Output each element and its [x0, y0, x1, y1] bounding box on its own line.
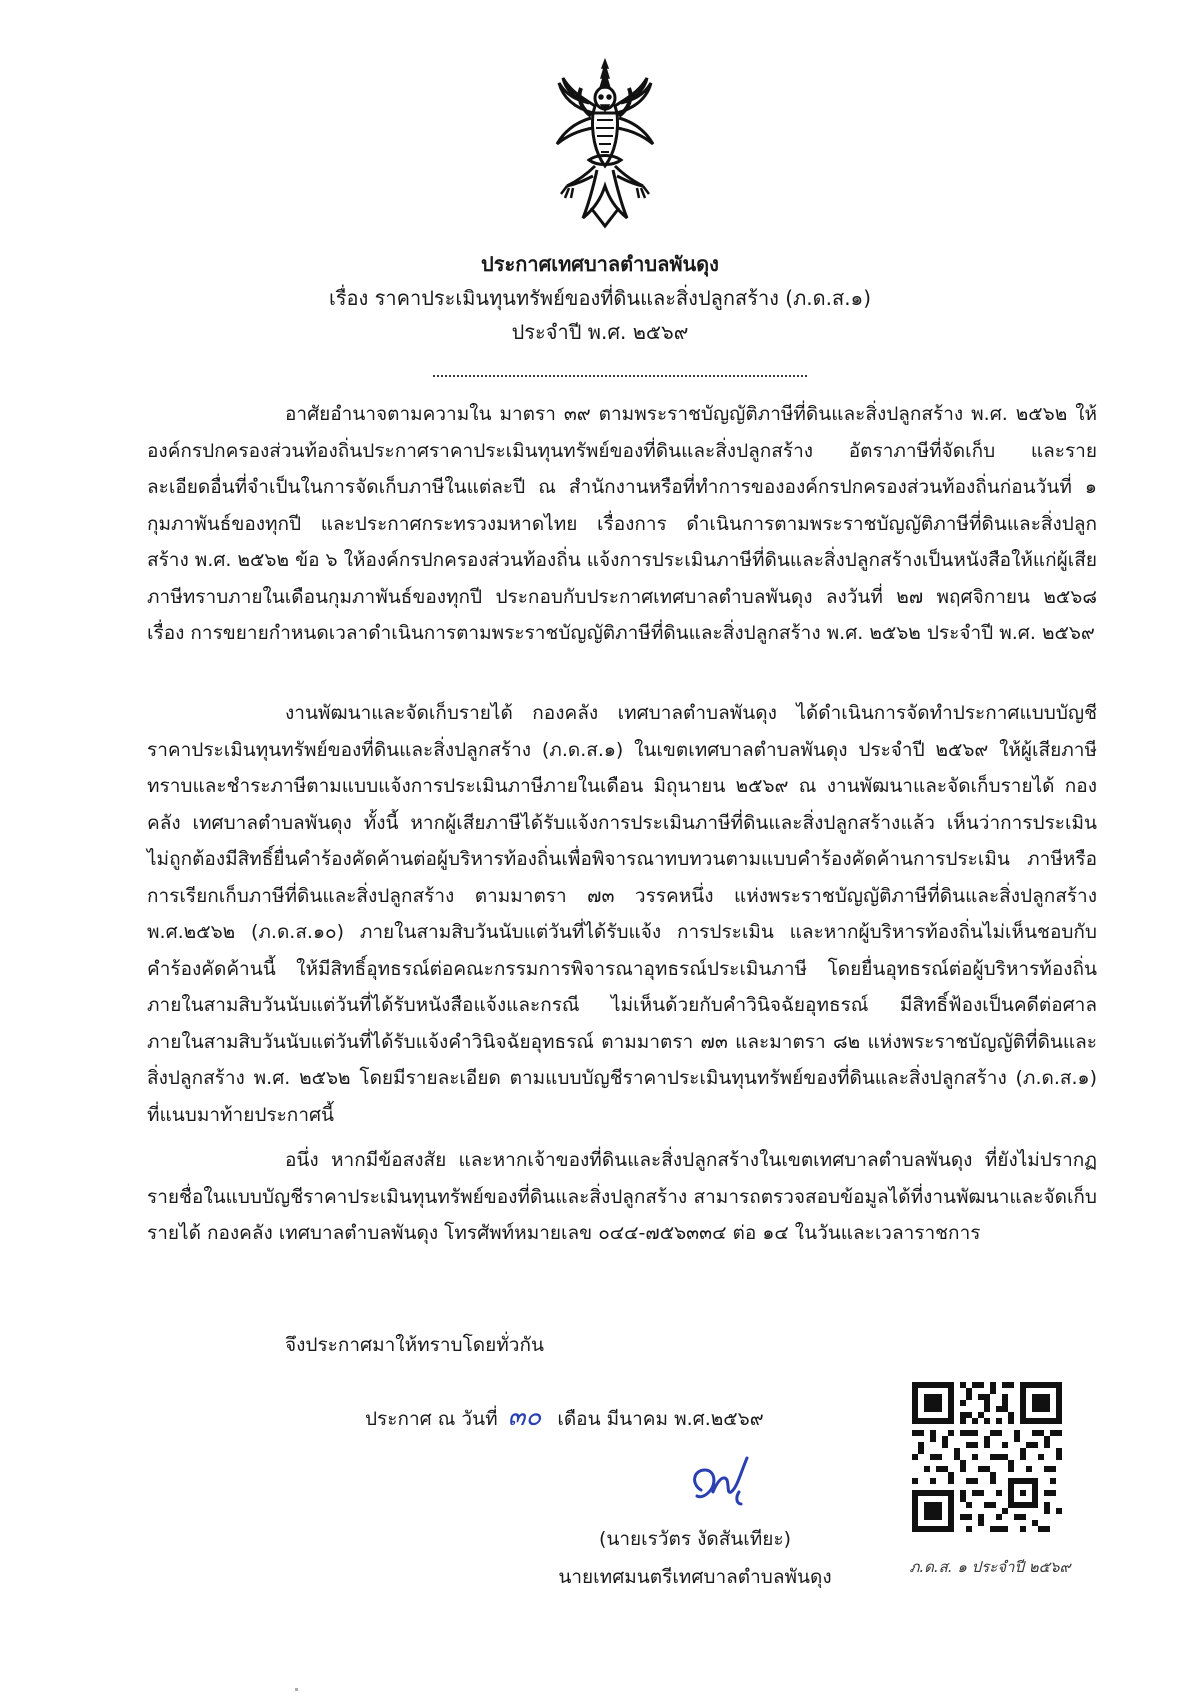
body-paragraph-2: งานพัฒนาและจัดเก็บรายได้ กองคลัง เทศบาลตำบลพันดุง ได้ดำเนินการจัดทำประกาศแบบบัญชีราคาประเมินทุนทรัพย์ของที่ดินและสิ่งปลูกสร้าง (ภ.ด.ส.๑) ในเขตเทศบาลตำบลพันดุง ประจำปี ๒๕๖๙ ให้ผู้เสียภาษีทราบและชำระภาษีตามแบบแจ้งการประเมินภาษีภายในเดือน มิถุนายน ๒๕๖๙ ณ งานพัฒนาและจัดเก็บรายได้ กองคลัง เทศบาลตำบลพันดุง ทั้งนี้ หากผู้เสียภาษีได้รับแจ้งการประเมินภาษีที่ดินและสิ่งปลูกสร้างแล้ว เห็นว่าการประเมิน ไม่ถูกต้องมีสิทธิ์ยื่นคำร้องคัดค้านต่อผู้บริหารท้องถิ่นเพื่อพิจารณาทบทวนตามแบบคำร้องคัดค้านการประเมิน ภาษีหรือการเรียกเก็บภาษีที่ดินและสิ่งปลูกสร้าง ตามมาตรา ๗๓ วรรคหนึ่ง แห่งพระราชบัญญัติภาษีที่ดินและสิ่งปลูกสร้าง พ.ศ.๒๕๖๒ (ภ.ด.ส.๑๐) ภายในสามสิบวันนับแต่วันที่ได้รับแจ้ง การประเมิน และหากผู้บริหารท้องถิ่นไม่เห็นชอบกับคำร้องคัดค้านนี้ ให้มีสิทธิ์อุทธรณ์ต่อคณะกรรมการพิจารณาอุทธรณ์ประเมินภาษี โดยยื่นอุทธรณ์ต่อผู้บริหารท้องถิ่นภายในสามสิบวันนับแต่วันที่ได้รับหนังสือแจ้งและกรณี ไม่เห็นด้วยกับคำวินิจฉัยอุทธรณ์ มีสิทธิ์ฟ้องเป็นคดีต่อศาลภายในสามสิบวันนับแต่วันที่ได้รับแจ้งคำวินิจฉัยอุทธรณ์ ตามมาตรา ๗๓ และมาตรา ๘๒ แห่งพระราชบัญญัติที่ดินและสิ่งปลูกสร้าง พ.ศ. ๒๕๖๒ โดยมีรายละเอียด ตามแบบบัญชีราคาประเมินทุนทรัพย์ของที่ดินและสิ่งปลูกสร้าง (ภ.ด.ส.๑) ที่แนบมาท้ายประกาศนี้ — [147, 702, 1097, 1126]
date-month-year: เดือน มีนาคม พ.ศ.๒๕๖๙ — [557, 1408, 764, 1430]
signer-position: นายเทศมนตรีเทศบาลตำบลพันดุง — [558, 1566, 832, 1588]
announcement-subject: เรื่อง ราคาประเมินทุนทรัพย์ของที่ดินและสิ่งปลูกสร้าง (ภ.ด.ส.๑) — [328, 286, 872, 310]
dotted-divider — [433, 375, 807, 377]
handwritten-signature-icon — [683, 1452, 763, 1512]
closing-statement: จึงประกาศมาให้ทราบโดยทั่วกัน — [285, 1334, 544, 1356]
signer-name: (นายเรวัตร งัดสันเทียะ) — [598, 1528, 792, 1550]
body-paragraph-1: อาศัยอำนาจตามความใน มาตรา ๓๙ ตามพระราชบัญญัติภาษีที่ดินและสิ่งปลูกสร้าง พ.ศ. ๒๕๖๒ ให้องค์กรปกครองส่วนท้องถิ่นประกาศราคาประเมินทุนทรัพย์ของที่ดินและสิ่งปลูกสร้าง อัตราภาษีที่จัดเก็บ และรายละเอียดอื่นที่จำเป็นในการจัดเก็บภาษีในแต่ละปี ณ สำนักงานหรือที่ทำการขององค์กรปกครองส่วนท้องถิ่นก่อนวันที่ ๑ กุมภาพันธ์ของทุกปี และประกาศกระทรวงมหาดไทย เรื่องการ ดำเนินการตามพระราชบัญญัติภาษีที่ดินและสิ่งปลูกสร้าง พ.ศ. ๒๕๖๒ ข้อ ๖ ให้องค์กรปกครองส่วนท้องถิ่น แจ้งการประเมินภาษีที่ดินและสิ่งปลูกสร้างเป็นหนังสือให้แก่ผู้เสียภาษีทราบภายในเดือนกุมภาพันธ์ของทุกปี ประกอบกับประกาศเทศบาลตำบลพันดุง ลงวันที่ ๒๗ พฤศจิกายน ๒๕๖๘ เรื่อง การขยายกำหนดเวลาดำเนินการตามพระราชบัญญัติภาษีที่ดินและสิ่งปลูกสร้าง พ.ศ. ๒๕๖๒ ประจำปี พ.ศ. ๒๕๖๙ — [147, 403, 1097, 644]
announcement-date — [365, 1400, 764, 1436]
garuda-emblem-icon — [545, 58, 665, 233]
announcement-title: ประกาศเทศบาลตำบลพันดุง — [481, 252, 719, 276]
scan-mark — [295, 1688, 298, 1691]
announcement-year: ประจำปี พ.ศ. ๒๕๖๙ — [511, 320, 689, 344]
date-prefix: ประกาศ ณ วันที่ — [365, 1408, 498, 1430]
document-header — [150, 247, 1050, 349]
body-paragraph-3: อนึ่ง หากมีข้อสงสัย และหากเจ้าของที่ดินและสิ่งปลูกสร้างในเขตเทศบาลตำบลพันดุง ที่ยังไม่ปรากฏรายชื่อในแบบบัญชีราคาประเมินทุนทรัพย์ของที่ดินและสิ่งปลูกสร้าง สามารถตรวจสอบข้อมูลได้ที่งานพัฒนาและจัดเก็บรายได้ กองคลัง เทศบาลตำบลพันดุง โทรศัพท์หมายเลข ๐๔๔-๗๕๖๓๓๔ ต่อ ๑๔ ในวันและเวลาราชการ — [147, 1149, 1097, 1244]
qr-caption: ภ.ด.ส. ๑ ประจำปี ๒๕๖๙ — [909, 1558, 1071, 1576]
qr-code-icon[interactable] — [912, 1382, 1062, 1532]
date-day-handwritten: ๓๐ — [507, 1402, 542, 1432]
